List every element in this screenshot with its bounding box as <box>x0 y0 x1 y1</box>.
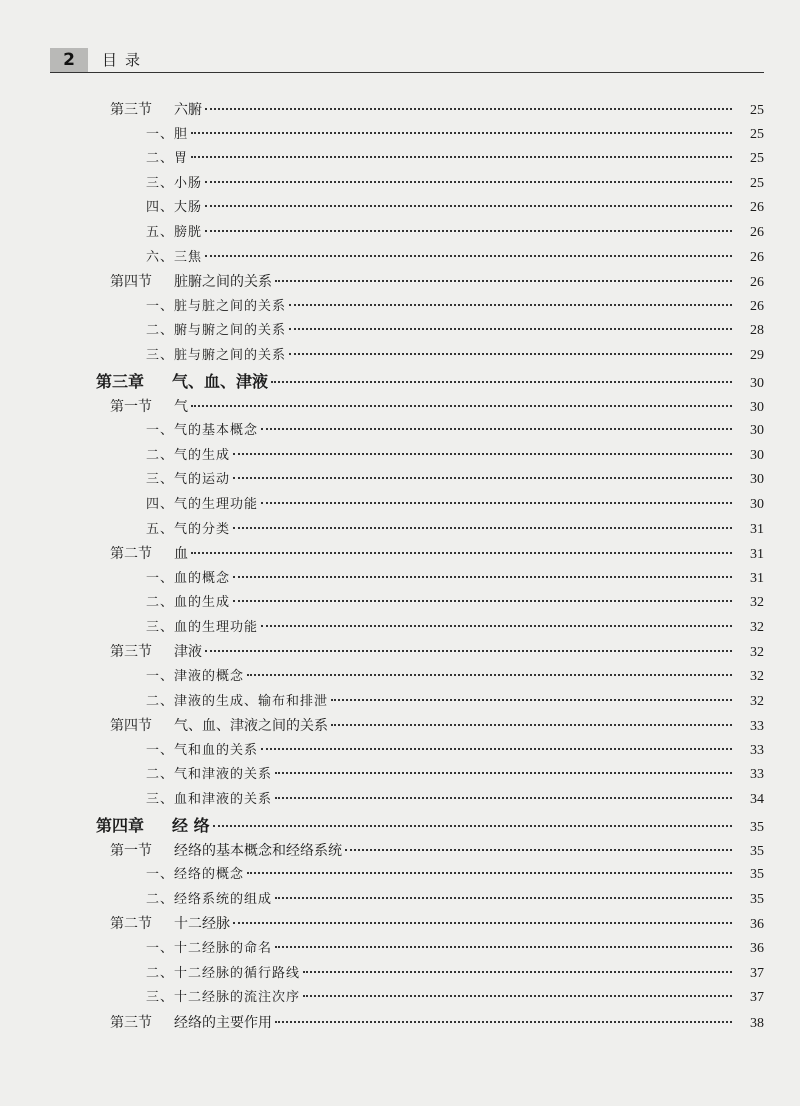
toc-entry-label <box>110 98 202 123</box>
dot-leader <box>233 527 732 529</box>
toc-entry-label <box>110 912 230 937</box>
toc-page-number: 32 <box>750 619 764 635</box>
toc-item-row[interactable] <box>0 196 800 221</box>
toc-entry-title: 经络的概念 <box>174 867 245 883</box>
toc-entry-label <box>146 690 328 715</box>
toc-entry-label <box>110 542 188 567</box>
toc-entry-title: 气、血、津液 <box>172 371 269 391</box>
toc-entry-label <box>146 567 230 592</box>
toc-entry-label <box>146 123 188 148</box>
toc-entry-label <box>146 319 286 344</box>
toc-entry-number: 一、 <box>146 423 175 439</box>
toc-entry-title: 胃 <box>174 151 189 167</box>
toc-page-number: 35 <box>750 819 764 835</box>
dot-leader <box>191 552 732 554</box>
toc-section-row[interactable] <box>0 1011 800 1036</box>
toc-page-number: 33 <box>750 719 764 735</box>
toc-section-row[interactable] <box>0 542 800 567</box>
toc-entry-number: 二、 <box>146 891 175 907</box>
dot-leader <box>205 255 732 257</box>
toc-entry-title: 津液的生成、输布和排泄 <box>174 693 329 709</box>
toc-item-row[interactable] <box>0 344 800 369</box>
dot-leader <box>261 625 732 627</box>
toc-entry-number: 一、 <box>146 941 175 956</box>
toc-section-row[interactable] <box>0 640 800 665</box>
toc-entry-number: 三、 <box>146 619 175 635</box>
toc-entry-label <box>146 591 230 616</box>
dot-leader <box>331 724 732 726</box>
toc-entry-number: 四、 <box>146 200 175 216</box>
toc-section-row[interactable] <box>0 714 800 739</box>
toc-entry-number: 五、 <box>146 224 175 240</box>
toc-entry-title: 气 <box>174 398 188 415</box>
header-title: 目录 <box>102 51 149 69</box>
toc-entry-title: 血的概念 <box>174 570 231 586</box>
toc-entry-title: 十二经脉的流注次序 <box>174 990 301 1006</box>
toc-entry-number: 一、 <box>146 669 175 685</box>
toc-section-row[interactable] <box>0 839 800 864</box>
toc-section-row[interactable] <box>0 912 800 937</box>
toc-page-number: 26 <box>750 275 764 291</box>
toc-page-number: 31 <box>750 547 764 563</box>
toc-entry-title: 气的基本概念 <box>174 423 259 439</box>
toc-entry-number: 六、 <box>146 249 175 265</box>
dot-leader <box>247 872 732 874</box>
toc-entry-label <box>146 344 286 369</box>
toc-entry-title: 膀胱 <box>174 224 203 240</box>
toc-entry-number: 三、 <box>146 347 175 363</box>
toc-entry-title: 小肠 <box>174 175 203 191</box>
toc-entry-number: 第二节 <box>110 916 152 933</box>
toc-entry-number: 第三节 <box>110 1014 152 1031</box>
toc-entry-label <box>110 395 188 420</box>
toc-item-row[interactable] <box>0 295 800 320</box>
toc-entry-number: 第三节 <box>110 644 152 661</box>
dot-leader <box>233 600 732 602</box>
toc-page-number: 35 <box>750 891 764 907</box>
toc-entry-label <box>146 221 202 246</box>
toc-entry-label <box>146 863 244 888</box>
toc-entry-title: 气和津液的关系 <box>174 767 273 783</box>
toc-section-row[interactable] <box>0 270 800 295</box>
toc-entry-title: 气和血的关系 <box>174 742 259 758</box>
dot-leader <box>233 576 732 578</box>
toc-entry-number: 第一节 <box>110 398 152 415</box>
toc-entry-label <box>146 962 300 987</box>
toc-entry-number: 三、 <box>146 792 175 808</box>
toc-entry-label <box>146 444 230 469</box>
toc-page-number: 32 <box>750 645 764 661</box>
toc-entry-label <box>146 172 202 197</box>
dot-leader <box>289 328 732 330</box>
toc-page-number: 32 <box>750 669 764 685</box>
toc-page-number: 30 <box>750 375 764 391</box>
dot-leader <box>275 280 732 282</box>
toc-item-row[interactable] <box>0 493 800 518</box>
toc-entry-title: 经 络 <box>172 815 210 835</box>
toc-item-row[interactable] <box>0 518 800 543</box>
toc-entry-number: 二、 <box>146 323 175 339</box>
dot-leader <box>247 674 732 676</box>
toc-item-row[interactable] <box>0 888 800 913</box>
toc-entry-title: 脏腑之间的关系 <box>174 274 272 291</box>
toc-item-row[interactable] <box>0 221 800 246</box>
toc-entry-number: 二、 <box>146 447 175 463</box>
toc-page-number: 25 <box>750 175 764 191</box>
toc-entry-title: 六腑 <box>174 102 202 118</box>
toc-entry-title: 血 <box>174 546 188 563</box>
toc-entry-number: 二、 <box>146 965 175 981</box>
toc-page-number: 30 <box>750 399 764 415</box>
dot-leader <box>261 748 732 750</box>
dot-leader <box>191 156 732 158</box>
toc-entry-label <box>110 714 328 739</box>
dot-leader <box>233 477 732 479</box>
toc-entry-number: 三、 <box>146 175 175 191</box>
toc-page-number: 28 <box>750 323 764 339</box>
toc-entry-label <box>110 1011 272 1036</box>
toc-chapter-row[interactable] <box>0 813 800 839</box>
toc-section-row[interactable] <box>0 395 800 420</box>
toc-entry-number: 第四章 <box>96 815 145 835</box>
toc-entry-number: 一、 <box>146 570 175 586</box>
toc-entry-title: 脏与腑之间的关系 <box>174 347 287 363</box>
toc-page-number: 32 <box>750 693 764 709</box>
toc-entry-label <box>146 246 202 271</box>
toc-entry-title: 十二经脉的循行路线 <box>174 965 301 981</box>
dot-leader <box>213 825 732 827</box>
dot-leader <box>275 772 732 774</box>
dot-leader <box>261 428 732 430</box>
toc-page-number: 33 <box>750 742 764 758</box>
toc-page-number: 35 <box>750 867 764 883</box>
toc-section-row[interactable] <box>0 98 800 123</box>
dot-leader <box>205 650 732 652</box>
toc-page-number: 26 <box>750 298 764 314</box>
toc-page-number: 25 <box>750 151 764 167</box>
dot-leader <box>271 381 732 383</box>
toc-chapter-row[interactable] <box>0 369 800 395</box>
toc-item-row[interactable] <box>0 739 800 764</box>
toc-entry-label <box>146 196 202 221</box>
toc-item-row[interactable] <box>0 763 800 788</box>
dot-leader <box>275 797 732 799</box>
toc-item-row[interactable] <box>0 172 800 197</box>
toc-entry-number: 一、 <box>146 298 175 314</box>
dot-leader <box>275 946 732 948</box>
toc-entry-label <box>146 739 258 764</box>
dot-leader <box>205 205 732 207</box>
toc-entry-title: 胆 <box>174 126 189 142</box>
toc-entry-label <box>110 839 342 864</box>
toc-item-row[interactable] <box>0 567 800 592</box>
toc-item-row[interactable] <box>0 986 800 1011</box>
toc-page-number: 31 <box>750 521 764 537</box>
toc-item-row[interactable] <box>0 319 800 344</box>
toc-entry-number: 第三节 <box>110 102 152 118</box>
toc-entry-label <box>110 640 202 665</box>
dot-leader <box>205 230 732 232</box>
toc-page-number: 38 <box>750 1015 764 1031</box>
toc-entry-title: 腑与腑之间的关系 <box>174 323 287 339</box>
toc-page-number: 34 <box>750 792 764 808</box>
toc-item-row[interactable] <box>0 937 800 962</box>
toc-item-row[interactable] <box>0 690 800 715</box>
dot-leader <box>275 897 732 899</box>
toc-page-number: 35 <box>750 843 764 859</box>
toc-page-number: 37 <box>750 990 764 1006</box>
dot-leader <box>289 353 732 355</box>
toc-entry-label <box>146 468 230 493</box>
toc-entry-title: 三焦 <box>174 249 203 265</box>
dot-leader <box>191 132 732 134</box>
toc-page-number: 26 <box>750 249 764 265</box>
toc-entry-title: 气、血、津液之间的关系 <box>174 718 328 735</box>
toc-entry-label <box>96 813 210 839</box>
toc-page-number: 30 <box>750 496 764 512</box>
toc-entry-title: 经络的主要作用 <box>174 1014 272 1031</box>
page-header <box>50 48 764 73</box>
dot-leader <box>233 922 732 924</box>
toc-entry-number: 第四节 <box>110 274 152 291</box>
toc-entry-label <box>146 147 188 172</box>
toc-entry-title: 气的运动 <box>174 472 231 488</box>
toc-entry-label <box>96 369 268 395</box>
toc-entry-title: 经络的基本概念和经络系统 <box>174 842 342 859</box>
toc-entry-label <box>146 937 272 962</box>
toc-page-number: 37 <box>750 965 764 981</box>
toc-entry-number: 一、 <box>146 867 175 883</box>
toc-item-row[interactable] <box>0 616 800 641</box>
toc-entry-label <box>146 788 272 813</box>
dot-leader <box>289 304 732 306</box>
toc-entry-title: 经络系统的组成 <box>174 891 273 907</box>
dot-leader <box>303 995 732 997</box>
toc-item-row[interactable] <box>0 419 800 444</box>
toc-entry-title: 脏与脏之间的关系 <box>174 298 287 314</box>
toc-entry-title: 血的生成 <box>174 595 231 611</box>
toc-entry-label <box>146 986 300 1011</box>
toc-entry-number: 二、 <box>146 595 175 611</box>
toc-entry-label <box>146 763 272 788</box>
toc-item-row[interactable] <box>0 863 800 888</box>
toc-entry-number: 三、 <box>146 472 175 488</box>
toc-entry-number: 三、 <box>146 990 175 1006</box>
toc-entry-title: 十二经脉的命名 <box>174 941 273 956</box>
toc-item-row[interactable] <box>0 123 800 148</box>
dot-leader <box>275 1021 732 1023</box>
toc-entry-number: 第四节 <box>110 718 152 735</box>
dot-leader <box>191 405 732 407</box>
toc-page-number: 26 <box>750 200 764 216</box>
toc-entry-number: 一、 <box>146 742 175 758</box>
toc-page-number: 33 <box>750 767 764 783</box>
toc-entry-title: 津液的概念 <box>174 669 245 685</box>
toc-entry-title: 大肠 <box>174 200 203 216</box>
toc-entry-label <box>110 270 272 295</box>
toc-page-number: 29 <box>750 347 764 363</box>
toc-entry-label <box>146 616 258 641</box>
toc-page-number: 26 <box>750 224 764 240</box>
page-number: 2 <box>50 48 88 72</box>
toc-entry-label <box>146 888 272 913</box>
toc-entry-number: 四、 <box>146 496 175 512</box>
dot-leader <box>331 699 732 701</box>
dot-leader <box>205 181 732 183</box>
toc-item-row[interactable] <box>0 468 800 493</box>
dot-leader <box>303 971 732 973</box>
toc-entry-number: 五、 <box>146 521 175 537</box>
toc-entry-number: 二、 <box>146 693 175 709</box>
toc-entry-number: 第三章 <box>96 371 145 391</box>
toc-entry-number: 二、 <box>146 151 175 167</box>
toc-item-row[interactable] <box>0 444 800 469</box>
toc-item-row[interactable] <box>0 788 800 813</box>
toc-page-number: 36 <box>750 917 764 933</box>
toc-page-number: 31 <box>750 570 764 586</box>
toc-page-number: 30 <box>750 472 764 488</box>
toc-page-number: 25 <box>750 103 764 118</box>
toc-entry-title: 气的生成 <box>174 447 231 463</box>
toc-entry-label <box>146 518 230 543</box>
toc-entry-label <box>146 295 286 320</box>
toc-page-number: 30 <box>750 447 764 463</box>
toc-item-row[interactable] <box>0 246 800 271</box>
toc-entry-label <box>146 493 258 518</box>
toc-page-number: 30 <box>750 423 764 439</box>
toc-item-row[interactable] <box>0 147 800 172</box>
toc-page-number: 25 <box>750 126 764 142</box>
toc-entry-number: 二、 <box>146 767 175 783</box>
toc-item-row[interactable] <box>0 962 800 987</box>
toc-entry-label <box>146 419 258 444</box>
dot-leader <box>233 453 732 455</box>
toc-entry-title: 血和津液的关系 <box>174 792 273 808</box>
dot-leader <box>205 108 732 110</box>
dot-leader <box>345 849 732 851</box>
table-of-contents <box>0 98 800 1035</box>
toc-entry-title: 血的生理功能 <box>174 619 259 635</box>
toc-entry-number: 第一节 <box>110 842 152 859</box>
toc-entry-number: 一、 <box>146 126 175 142</box>
toc-page-number: 32 <box>750 595 764 611</box>
toc-item-row[interactable] <box>0 591 800 616</box>
toc-entry-title: 气的生理功能 <box>174 496 259 512</box>
toc-page-number: 36 <box>750 941 764 956</box>
toc-entry-title: 津液 <box>174 644 202 661</box>
dot-leader <box>261 502 732 504</box>
toc-entry-number: 第二节 <box>110 546 152 563</box>
toc-item-row[interactable] <box>0 665 800 690</box>
toc-entry-title: 十二经脉 <box>174 916 230 933</box>
toc-entry-label <box>146 665 244 690</box>
toc-entry-title: 气的分类 <box>174 521 231 537</box>
